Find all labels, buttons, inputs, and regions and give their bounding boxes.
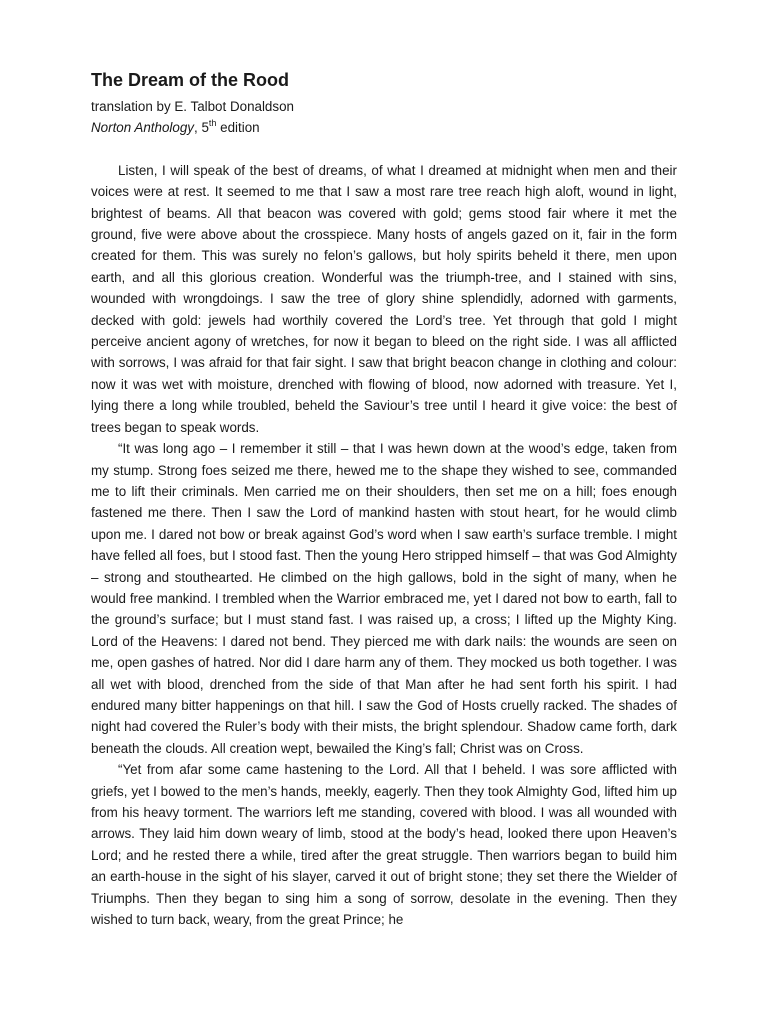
document-body — [91, 160, 677, 931]
paragraph-1: Listen, I will speak of the best of dreams, of what I dreamed at midnight when men and their voices were at rest. It seemed to me that I saw a most rare tree reach high aloft, wound in light, brightest of beams. All that beacon was covered with gold; gems stood fair where it met the ground, five were above about the crosspiece. Many hosts of angels gazed on it, fair in the form created for them. This was surely no felon’s gallows, but holy spirits beheld it there, men upon earth, and all this glorious creation. Wonderful was the triumph-tree, and I stained with sins, wounded with wrongdoings. I saw the tree of glory shine splendidly, adorned with garments, decked with gold: jewels had worthily covered the Lord’s tree. Yet through that gold I might perceive ancient agony of wretches, for now it began to bleed on the right side. I was all afflicted with sorrows, I was afraid for that fair sight. I saw that bright beacon change in clothing and colour: now it was wet with moisture, drenched with flowing of blood, now adorned with treasure. Yet I, lying there a long while troubled, beheld the Saviour’s tree until I heard it give voice: the best of trees began to speak words. — [91, 162, 677, 435]
paragraph-2: “It was long ago – I remember it still – that I was hewn down at the wood’s edge, taken from my stump. Strong foes seized me there, hewed me to the shape they wished to see, commanded me to lift their criminals. Men carried me on their shoulders, then set me on a hill; foes enough fastened me there. Then I saw the Lord of mankind hasten with stout heart, for he would climb upon me. I dared not bow or break against God’s word when I saw earth’s surface tremble. I might have felled all foes, but I stood fast. Then the young Hero stripped himself – that was God Almighty – strong and stouthearted. He climbed on the high gallows, bold in the sight of many, when he would free mankind. I trembled when the Warrior embraced me, yet I dared not bow to earth, fall to the ground’s surface; but I must stand fast. I was raised up, a cross; I lifted up the Mighty King. Lord of the Heavens: I dared not bend. They pierced me with dark nails: the wounds are seen on me, open gashes of hatred. Nor did I dare harm any of them. They mocked us both together. I was all wet with blood, drenched from the side of that Man after he had sent forth his spirit. I had endured many bitter happenings on that hill. I saw the God of Hosts cruelly racked. The shades of night had covered the Ruler’s body with their mists, the bright splendour. Shadow came forth, dark beneath the clouds. All creation wept, bewailed the King’s fall; Christ was on Cross. — [91, 441, 677, 756]
document-page — [91, 64, 677, 930]
paragraph-3: “Yet from afar some came hastening to the Lord. All that I beheld. I was sore afflicted with griefs, yet I bowed to the men’s hands, meekly, eagerly. Then they took Almighty God, lifted him up from his heavy torment. The warriors left me standing, covered with blood. I was all wounded with arrows. They laid him down weary of limb, stood at the body’s head, looked there upon Heaven’s Lord; and he rested there a while, tired after the great struggle. Then warriors began to build him an earth-house in the sight of his slayer, carved it out of bright stone; they set there the Wielder of Triumphs. Then they began to sing him a song of sorrow, desolate in the evening. Then they wished to turn back, weary, from the great Prince; he — [91, 762, 677, 928]
edition-word: edition — [216, 120, 260, 136]
edition-suffix: th — [208, 117, 217, 128]
citation-comma: , — [193, 120, 202, 136]
anthology-name: Norton Anthology — [91, 120, 194, 136]
document-title: The Dream of the Rood — [91, 70, 290, 90]
translation-credit: translation by E. Talbot Donaldson — [91, 99, 294, 114]
source-citation — [91, 117, 677, 138]
edition-number: 5 — [201, 120, 209, 136]
